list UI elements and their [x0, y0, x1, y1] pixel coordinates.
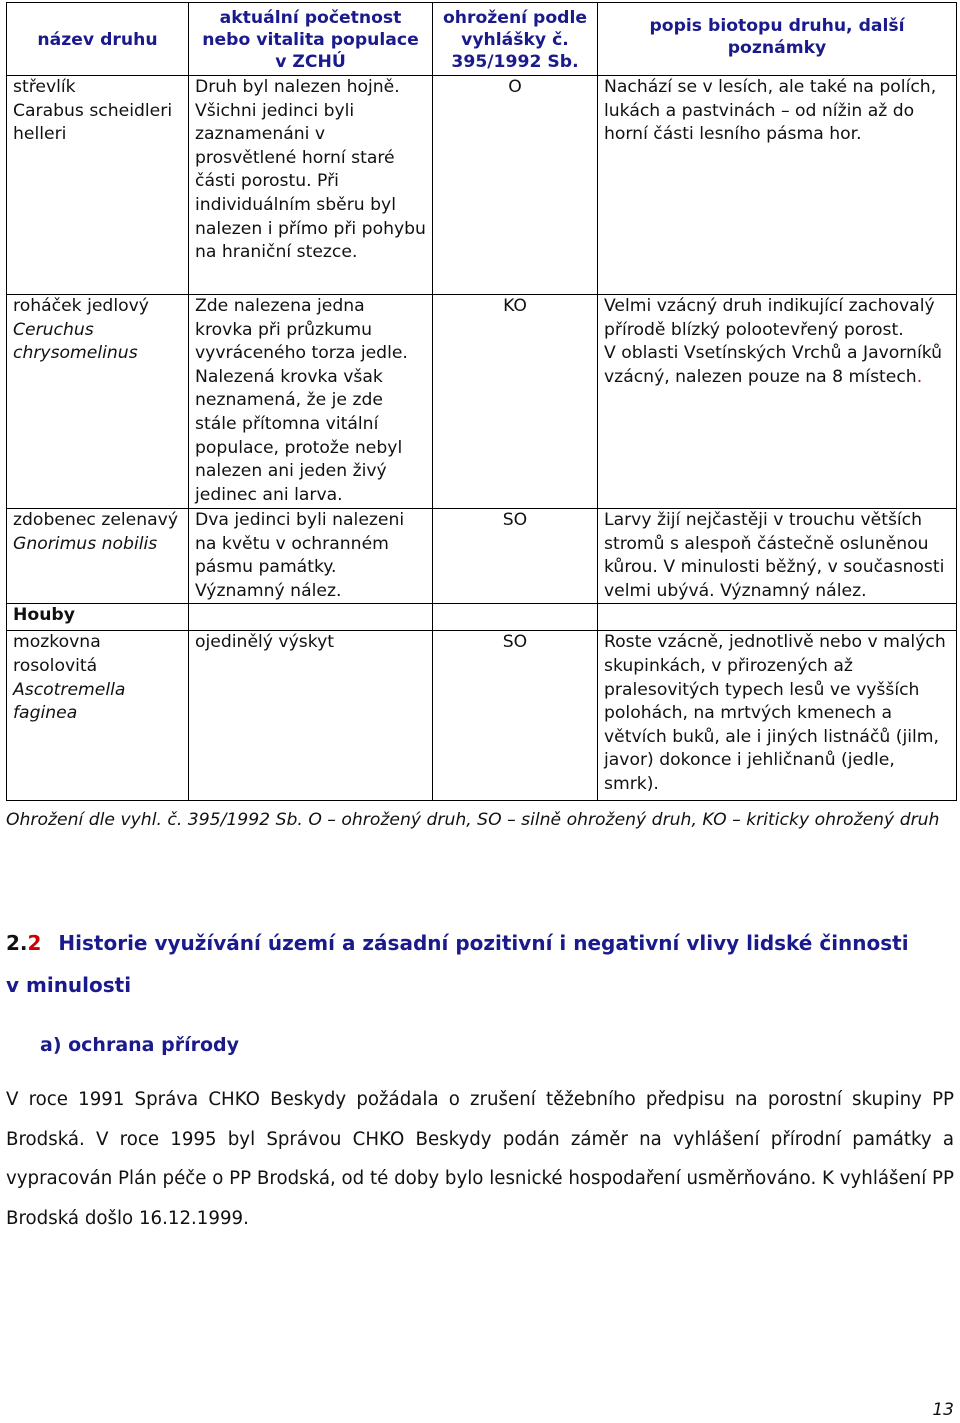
biotope-cell: Roste vzácně, jednotlivě nebo v malých skupinkách, v přirozených až pralesovitých typech lesů ve vyšších polohách, na mrtvých kmenech a větvích buků, ale i jiných listnáčů (jilm, javor) dokonce i jehličnanů (jedle, smrk). [598, 631, 957, 801]
biotope-text-end: . [916, 366, 923, 387]
biotope-cell: Nachází se v lesích, ale také na polích, lukách a pastvinách – od nížin až do horní části lesního pásma hor. [598, 76, 957, 295]
biotope-text-line: V oblasti Vsetínských Vrchů a Javorníků vzácný, nalezen pouze na 8 místech [604, 343, 943, 387]
threat-cell: SO [433, 509, 598, 604]
section-heading [6, 922, 926, 1006]
page-number: 13 [932, 1400, 954, 1420]
table-row [7, 509, 957, 604]
population-cell: Druh byl nalezen hojně. Všichni jedinci byli zaznamenáni v prosvětlené horní staré části porostu. Při individuálním sběru byl nalezen i přímo při pohybu na hraniční stezce. [189, 76, 433, 295]
threat-cell: KO [433, 295, 598, 509]
table-row [7, 604, 957, 631]
species-name-cell [7, 509, 189, 604]
header-name: název druhu [7, 3, 189, 76]
header-threat: ohrožení podle vyhlášky č. 395/1992 Sb. [433, 3, 598, 76]
table-row [7, 295, 957, 509]
species-common-name: střevlík [13, 77, 76, 97]
biotope-text-line: Velmi vzácný druh indikující zachovalý přírodě blízký polootevřený porost. [604, 296, 935, 340]
population-cell: Zde nalezena jedna krovka při průzkumu vyvráceného torza jedle. Nalezená krovka však neznamená, že je zde stále přítomna vitální populace, protože nebyl nalezen ani jeden živý jedinec ani larva. [189, 295, 433, 509]
species-latin-name: Carabus scheidleri helleri [13, 100, 173, 145]
empty-cell [598, 604, 957, 631]
table-row [7, 631, 957, 801]
threat-cell: SO [433, 631, 598, 801]
species-latin-name: Gnorimus nobilis [13, 533, 158, 554]
species-name-cell [7, 76, 189, 295]
species-name-cell [7, 295, 189, 509]
body-paragraph: V roce 1991 Správa CHKO Beskydy požádala o zrušení těžebního předpisu na porostní skupiny PP Brodská. V roce 1995 byl Správou CHKO Beskydy podán záměr na vyhlášení přírodní památky a vypracován Plán péče o PP Brodská, od té doby bylo lesnické hospodaření usměrňováno. K vyhlášení PP Brodská došlo 16.12.1999. [6, 1089, 954, 1229]
species-name-cell [7, 631, 189, 801]
empty-cell [189, 604, 433, 631]
subsection-heading: a) ochrana přírody [40, 1034, 240, 1056]
species-latin-name: Ceruchus chrysomelinus [13, 319, 138, 364]
threat-legend: Ohrožení dle vyhl. č. 395/1992 Sb. O – ohrožený druh, SO – silně ohrožený druh, KO – kriticky ohrožený druh [6, 810, 940, 830]
species-common-name: zdobenec zelenavý [13, 510, 179, 530]
biotope-cell [598, 295, 957, 509]
group-title-cell: Houby [7, 604, 189, 631]
header-population: aktuální početnost nebo vitalita populace v ZCHÚ [189, 3, 433, 76]
species-latin-name: Ascotremella faginea [13, 679, 126, 724]
population-cell: ojedinělý výskyt [189, 631, 433, 801]
section-title: Historie využívání území a zásadní pozitivní i negativní vlivy lidské činnosti v minulosti [6, 931, 909, 997]
table-row [7, 76, 957, 295]
empty-cell [433, 604, 598, 631]
threat-cell: O [433, 76, 598, 295]
section-number-sub: 2 [27, 931, 42, 955]
species-common-name: mozkovna rosolovitá [13, 632, 101, 676]
population-cell: Dva jedinci byli nalezeni na květu v ochranném pásmu památky. Významný nález. [189, 509, 433, 604]
species-table [6, 2, 957, 801]
biotope-cell: Larvy žijí nejčastěji v trouchu větších stromů s alespoň částečně osluněnou kůrou. V minulosti běžný, v současnosti velmi ubývá. Významný nález. [598, 509, 957, 604]
table-header-row [7, 3, 957, 76]
header-biotope: popis biotopu druhu, další poznámky [598, 3, 957, 76]
section-number: 2. [6, 931, 28, 955]
species-common-name: roháček jedlový [13, 296, 149, 316]
